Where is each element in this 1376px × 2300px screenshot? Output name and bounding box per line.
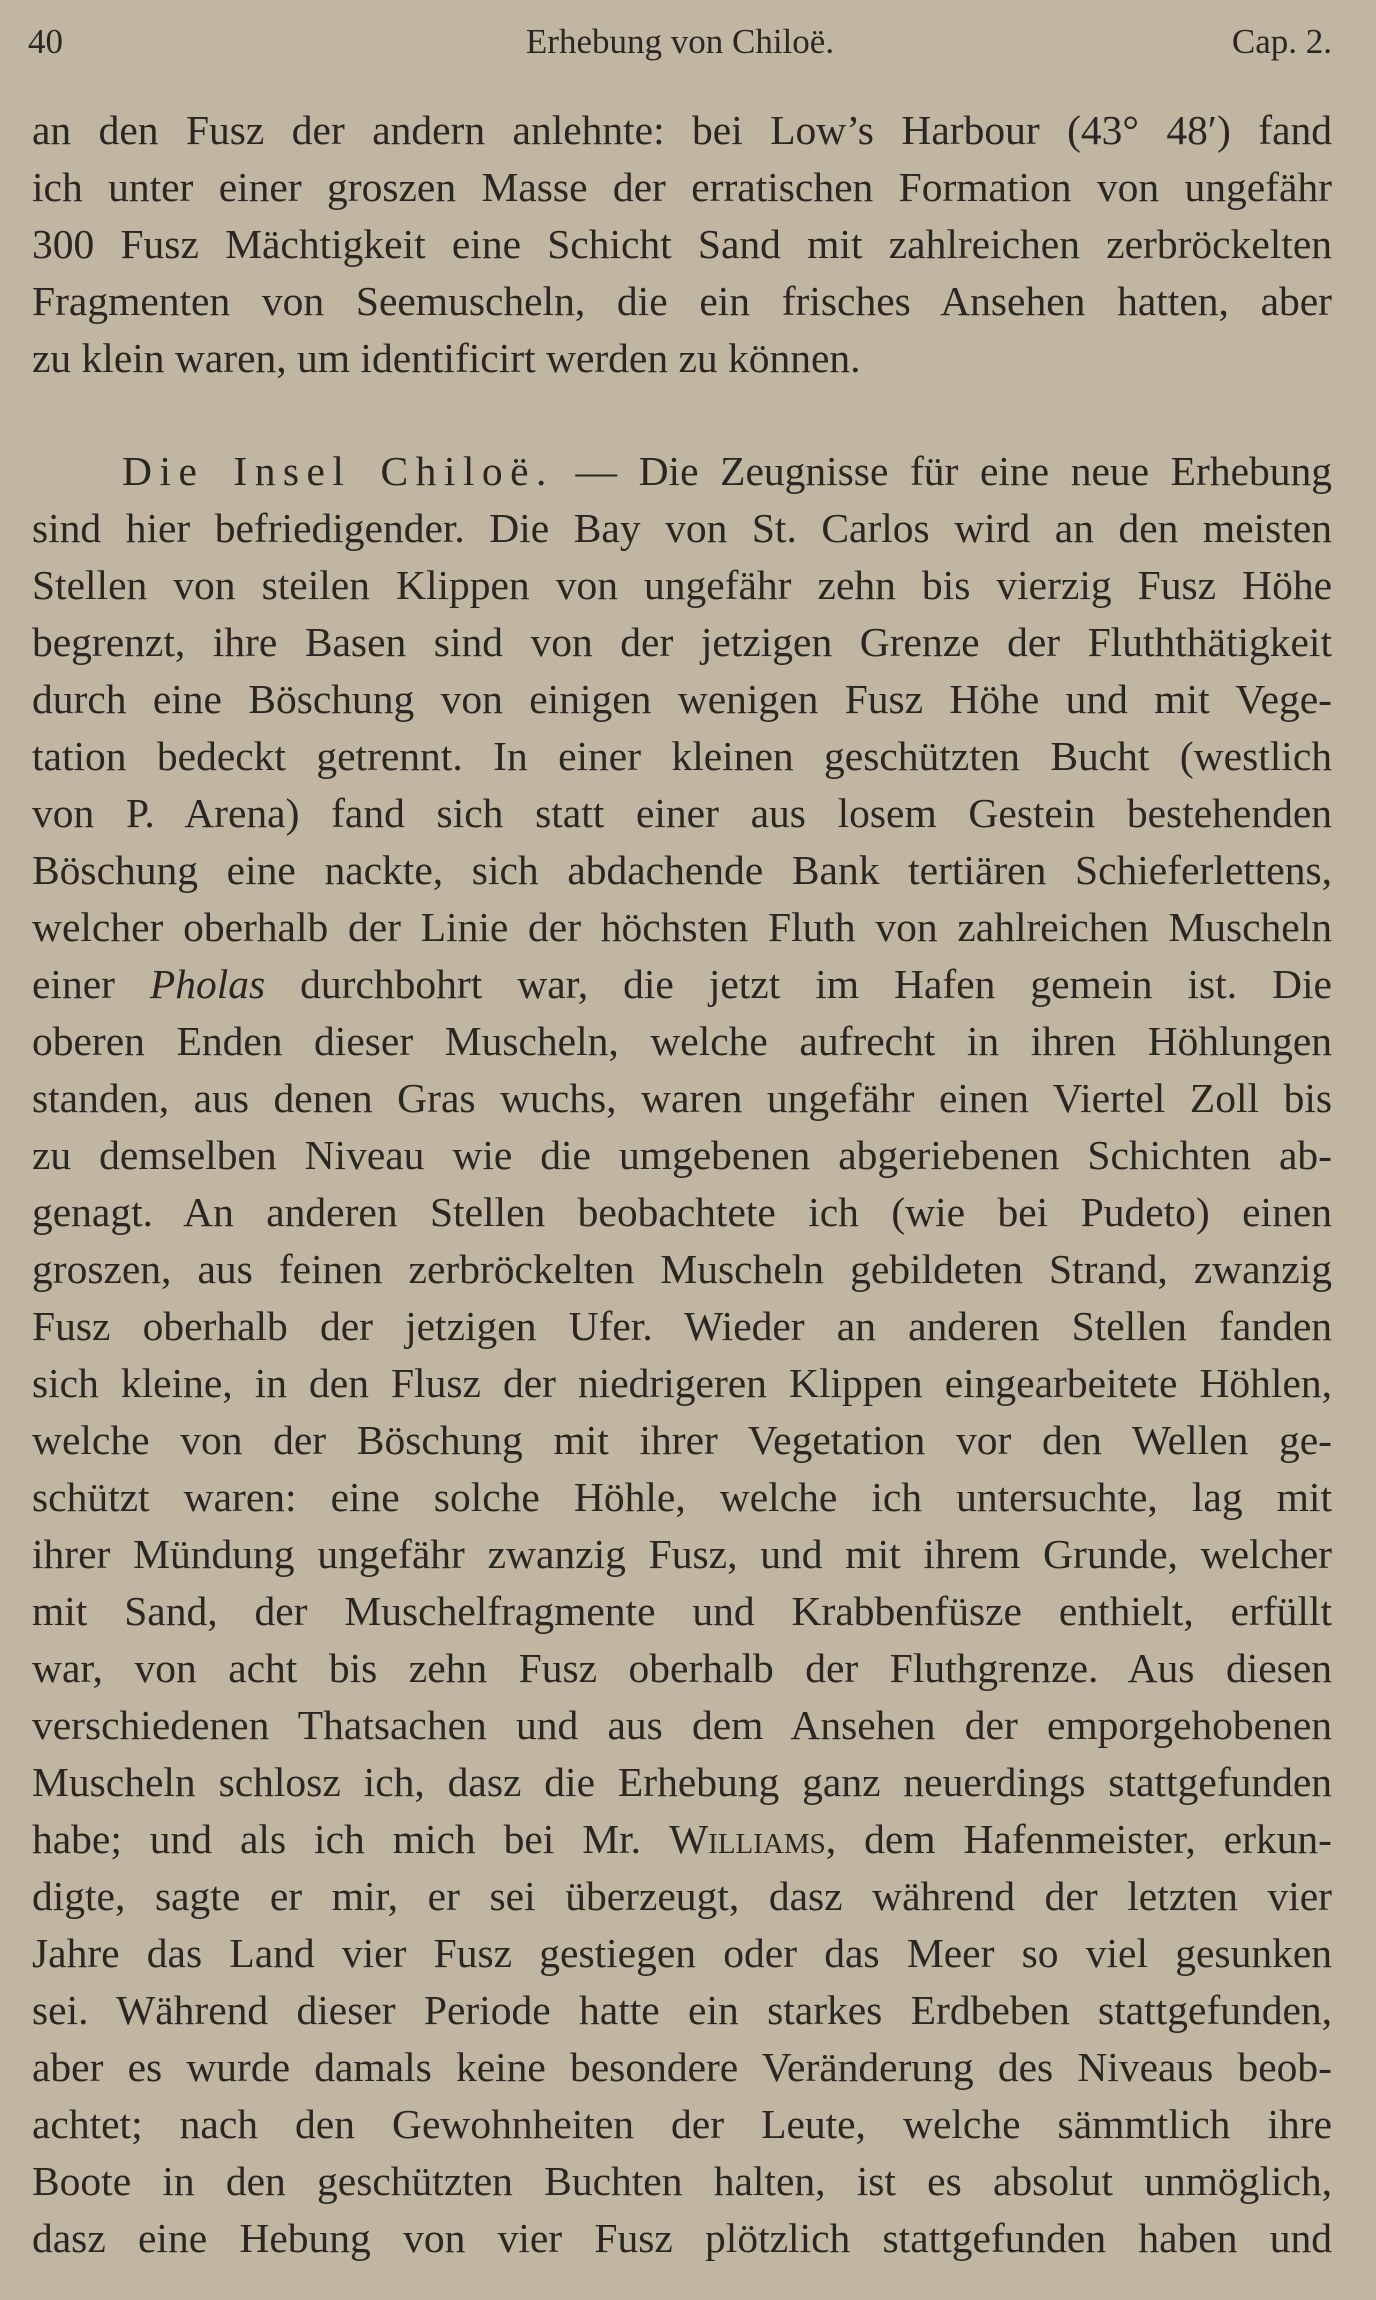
text-line: sind hier befriedigender. Die Bay von St. Carlos wird an den meisten — [32, 505, 1332, 551]
text-line: Jahre das Land vier Fusz gestiegen oder das Meer so viel gesunken — [32, 1930, 1332, 1976]
person-name: Williams — [669, 1816, 826, 1862]
text-line: Stellen von steilen Klippen von ungefähr zehn bis vierzig Fusz Höhe — [32, 562, 1332, 608]
text-line: an den Fusz der andern anlehnte: bei Low’s Harbour (43° 48′) fand — [32, 107, 1332, 153]
line-text: durchbohrt war, die jetzt im Hafen gemein ist. Die — [265, 961, 1332, 1007]
text-line: Muscheln schlosz ich, dasz die Erhebung ganz neuerdings stattgefunden — [32, 1759, 1332, 1805]
genus-name: Pholas — [149, 961, 266, 1007]
text-line — [32, 443, 1332, 500]
section-heading: Die Insel Chiloë. — [122, 448, 554, 494]
text-line: 300 Fusz Mächtigkeit eine Schicht Sand mit zahlreichen zerbröckelten — [32, 221, 1332, 267]
text-line: oberen Enden dieser Muscheln, welche aufrecht in ihren Höhlungen — [32, 1018, 1332, 1064]
text-line: tation bedeckt getrennt. In einer kleinen geschützten Bucht (westlich — [32, 733, 1332, 779]
text-line: sich kleine, in den Flusz der niedrigeren Klippen eingearbeitete Höhlen, — [32, 1360, 1332, 1406]
text-line: genagt. An anderen Stellen beobachtete ich (wie bei Pudeto) einen — [32, 1189, 1332, 1235]
text-line: zu demselben Niveau wie die umgebenen abgeriebenen Schichten ab- — [32, 1132, 1332, 1178]
body-text — [32, 102, 1332, 2267]
text-line: mit Sand, der Muschelfragmente und Krabbenfüsze enthielt, erfüllt — [32, 1588, 1332, 1634]
line-text: , dem Hafenmeister, erkun- — [825, 1816, 1332, 1862]
text-line: ich unter einer groszen Masse der erratischen Formation von ungefähr — [32, 164, 1332, 210]
text-line: ihrer Mündung ungefähr zwanzig Fusz, und mit ihrem Grunde, welcher — [32, 1531, 1332, 1577]
text-line: dasz eine Hebung von vier Fusz plötzlich stattgefunden haben und — [32, 2215, 1332, 2261]
text-line — [32, 956, 1332, 1013]
text-line: war, von acht bis zehn Fusz oberhalb der Fluthgrenze. Aus diesen — [32, 1645, 1332, 1691]
running-title: Erhebung von Chiloë. — [525, 22, 835, 61]
text-line: welche von der Böschung mit ihrer Vegetation vor den Wellen ge- — [32, 1417, 1332, 1463]
line-text: einer — [32, 961, 150, 1007]
running-header — [28, 22, 1332, 72]
text-line: sei. Während dieser Periode hatte ein starkes Erdbeben stattgefunden, — [32, 1987, 1332, 2033]
text-line: verschiedenen Thatsachen und aus dem Ansehen der emporgehobenen — [32, 1702, 1332, 1748]
text-line: digte, sagte er mir, er sei überzeugt, dasz während der letzten vier — [32, 1873, 1332, 1919]
text-line: Fusz oberhalb der jetzigen Ufer. Wieder an anderen Stellen fanden — [32, 1303, 1332, 1349]
text-line: von P. Arena) fand sich statt einer aus losem Gestein bestehenden — [32, 790, 1332, 836]
text-line: welcher oberhalb der Linie der höchsten Fluth von zahlreichen Muscheln — [32, 904, 1332, 950]
text-line: Boote in den geschützten Buchten halten, ist es absolut unmöglich, — [32, 2158, 1332, 2204]
text-line: groszen, aus feinen zerbröckelten Muscheln gebildeten Strand, zwanzig — [32, 1246, 1332, 1292]
text-line: Böschung eine nackte, sich abdachende Bank tertiären Schieferlettens, — [32, 847, 1332, 893]
text-line: aber es wurde damals keine besondere Veränderung des Niveaus beob- — [32, 2044, 1332, 2090]
page-number: 40 — [28, 22, 63, 61]
text-line: zu klein waren, um identificirt werden zu können. — [32, 335, 861, 381]
heading-continuation: — Die Zeugnisse für eine neue Erhebung — [553, 448, 1332, 494]
text-line — [32, 1811, 1332, 1868]
text-line: achtet; nach den Gewohnheiten der Leute, welche sämmtlich ihre — [32, 2101, 1332, 2147]
chapter-label: Cap. 2. — [1231, 22, 1332, 61]
text-line: Fragmenten von Seemuscheln, die ein frisches Ansehen hatten, aber — [32, 278, 1332, 324]
text-line: durch eine Böschung von einigen wenigen Fusz Höhe und mit Vege- — [32, 676, 1332, 722]
text-line: schützt waren: eine solche Höhle, welche ich untersuchte, lag mit — [32, 1474, 1332, 1520]
line-text: habe; und als ich mich bei Mr. — [32, 1816, 669, 1862]
paragraph-gap — [32, 387, 1332, 443]
text-line: begrenzt, ihre Basen sind von der jetzigen Grenze der Fluththätigkeit — [32, 619, 1332, 665]
text-line: standen, aus denen Gras wuchs, waren ungefähr einen Viertel Zoll bis — [32, 1075, 1332, 1121]
